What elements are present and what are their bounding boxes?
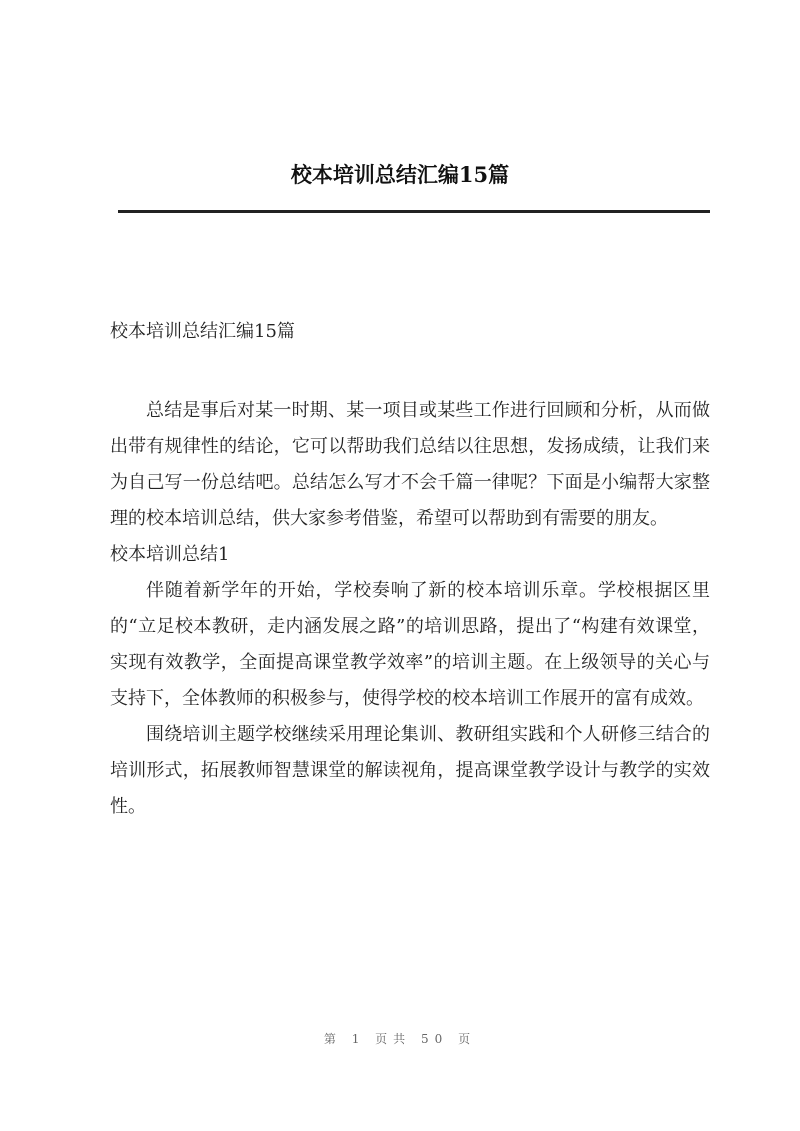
body-paragraph-2: 围绕培训主题学校继续采用理论集训、教研组实践和个人研修三结合的培训形式，拓展教师智慧课堂的解读视角，提高课堂教学设计与教学的实效性。 <box>110 724 710 817</box>
body-paragraph-1: 伴随着新学年的开始，学校奏响了新的校本培训乐章。学校根据区里的“立足校本教研，走内涵发展之路”的培训思路，提出了“构建有效课堂，实现有效教学，全面提高课堂教学效率”的培训主题。在上级领导的关心与支持下，全体教师的积极参与，使得学校的校本培训工作展开的富有成效。 <box>110 580 710 709</box>
section-heading: 校本培训总结1 <box>110 544 230 565</box>
page-number-footer: 第 1 页共 50 页 <box>323 1032 477 1046</box>
header-divider <box>118 210 710 213</box>
intro-paragraph: 总结是事后对某一时期、某一项目或某些工作进行回顾和分析，从而做出带有规律性的结论，它可以帮助我们总结以往思想，发扬成绩，让我们来为自己写一份总结吧。总结怎么写才不会千篇一律呢？下面是小编帮大家整理的校本培训总结，供大家参考借鉴，希望可以帮助到有需要的朋友。 <box>110 400 710 529</box>
page-header-title: 校本培训总结汇编15篇 <box>290 162 510 187</box>
document-title: 校本培训总结汇编15篇 <box>110 321 295 342</box>
document-body <box>110 393 710 825</box>
